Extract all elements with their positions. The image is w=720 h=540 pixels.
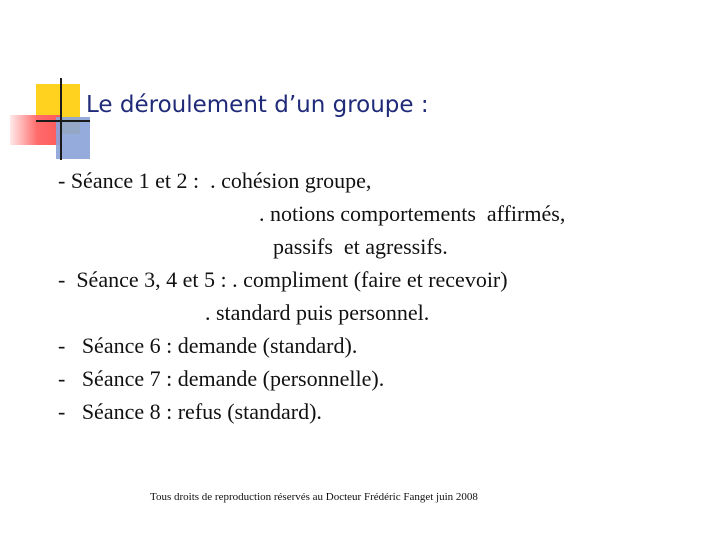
body-line-passifs: passifs et agressifs. bbox=[273, 234, 448, 259]
title-decoration-vertical-line bbox=[60, 78, 62, 160]
footer-copyright: Tous droits de reproduction réservés au Docteur Frédéric Fanget juin 2008 bbox=[150, 491, 478, 503]
body-line-standard-personnel: . standard puis personnel. bbox=[205, 300, 430, 325]
body-line-seance-3-4-5: - Séance 3, 4 et 5 : . compliment (faire et recevoir) bbox=[58, 267, 508, 292]
body-line-seance-8: - Séance 8 : refus (standard). bbox=[58, 399, 322, 424]
body-line-seance-1-2: - Séance 1 et 2 : . cohésion groupe, bbox=[58, 168, 372, 193]
body-line-notions: . notions comportements affirmés, bbox=[259, 201, 566, 226]
title-decoration-horizontal-line bbox=[36, 120, 90, 122]
slide-title: Le déroulement d’un groupe : bbox=[86, 92, 429, 118]
body-line-seance-6: - Séance 6 : demande (standard). bbox=[58, 333, 358, 358]
body-line-seance-7: - Séance 7 : demande (personnelle). bbox=[58, 366, 385, 391]
